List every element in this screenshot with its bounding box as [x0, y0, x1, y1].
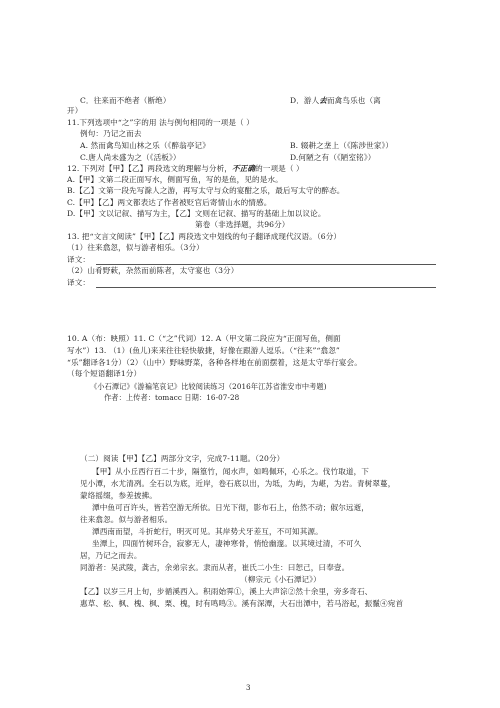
passage-line: 居，乃记之而去。 — [80, 551, 142, 560]
answer-line-text-2: 写水”）13. （1）(鱼儿)来来往往轻快敏捷，好像在跟游人逗乐。（“往来”“翕忽” — [67, 346, 340, 355]
passage-line: 蒙络摇缀，参差披拂。 — [80, 491, 157, 500]
q11-option-d: D.何陋之有（《陋室铭》） — [290, 153, 376, 162]
q11-option-a: A. 然而禽鸟知山林之乐（《醉翁亭记》 — [80, 141, 210, 150]
q12-stem-bold: 不正确 — [231, 164, 256, 173]
q11-option-b: B. 辍耕之垄上（《陈涉世家》） — [290, 141, 394, 150]
passage-line: 【乙】以岁三月上旬，步循溪西入。积雨始霁①，溪上大声淙②然十余里，旁多奇石、 — [80, 587, 373, 596]
q13-translate-label-2: 译文： — [67, 278, 91, 287]
q13-stem: 13. 把“文言文阅读”【甲】【乙】两段选文中划线的句子翻译成现代汉语。（6分） — [67, 232, 342, 241]
passage-line: 往来翕忽。似与游者相乐。 — [80, 515, 173, 524]
passage-line: 潭西南而望，斗折蛇行，明灭可见。其岸势犬牙差互，不可知其源。 — [92, 527, 323, 536]
passage-line: 惠草、松、枫、槐、枫、栗、槐，时有鸣鸣③。溪有深潭，大石出潭中，若马浴起，振鬣④宛首 — [80, 599, 404, 608]
q11-example: 例句：乃记之而去 — [80, 129, 142, 138]
passage-line: 坐潭上，四面竹树环合，寂寥无人，凄神寒骨，悄怆幽邃。以其境过清，不可久 — [92, 539, 362, 548]
q10-option-c: C．往来而不绝者（断绝） — [80, 96, 171, 105]
answer-line-text-3: “乐”翻译各1分）（2）（山中）野味野菜，各种各样地在前面摆着，这是太守举行宴会。 — [67, 358, 362, 367]
answer-line-text-4: （每个短语翻译1分） — [67, 369, 142, 378]
reading-intro: （二）阅读【甲】【乙】两部分文字，完成7-11题。（20分） — [80, 454, 285, 463]
q10-option-d-bold: 去 — [319, 96, 327, 105]
q10-option-d-text-2: 而禽鸟乐也（离 — [326, 96, 381, 105]
q10-option-d-cont: 开） — [67, 106, 83, 115]
passage-line: 【甲】从小丘西行百二十步，隔篁竹，闻水声，如鸣佩环，心乐之。伐竹取道，下 — [92, 467, 369, 476]
q12-option-c: C.【甲】【乙】两文都表达了作者被贬官后寄情山水的情感。 — [67, 198, 272, 207]
passage-source: （柳宗元《小石潭记》） — [240, 575, 321, 584]
page-number: 3 — [246, 684, 251, 692]
q12-option-a: A.【甲】文第二段正面写水，侧面写鱼，写的是鱼，见的是水。 — [67, 175, 283, 184]
q13-translate-label-1: 译文： — [67, 255, 91, 264]
q12-option-d: D.【甲】文以记叙、描写为主，【乙】文则在记叙、描写的基础上加以议论。 — [67, 209, 326, 218]
article-meta: 作者：上传者：tomacc 日期：16-07-28 — [104, 393, 240, 402]
q13-sentence-1: （1）往来翕忽，似与游者相乐。（3分） — [67, 243, 204, 252]
answer-line-2[interactable] — [96, 287, 436, 288]
q11-stem: 11.下列选项中“之”字的用 法与例句相同的一项是（ ） — [67, 118, 254, 127]
passage-line: 见小潭，水尤清冽。全石以为底，近岸，卷石底以出，为坻，为屿，为嵁，为岩。青树翠蔓， — [80, 479, 396, 488]
q12-stem — [67, 164, 304, 174]
article-title: 《小石潭记》《游褊笔哀记》比较阅读练习（2016年江苏省淮安市中考题) — [90, 382, 327, 391]
answer-line-1[interactable] — [96, 264, 436, 265]
q12-stem-text-2: 的一项是（ ） — [255, 164, 304, 173]
q10-option-d — [290, 96, 381, 106]
passage-line: 同游者：吴武陵，龚古，余弟宗玄。隶而从者，崔氏二小生：曰恕己，曰奉壹。 — [80, 563, 350, 572]
q10-option-d-text: D．游人 — [290, 96, 320, 105]
section-title: 第卷（非选择题，共96分） — [195, 220, 290, 229]
passage-line: 潭中鱼可百许头，皆若空游无所依。日光下彻，影布石上，佁然不动；俶尔远逝， — [92, 503, 369, 512]
q11-option-c: C.唐人尚未盛为之（《活板》） — [80, 153, 181, 162]
q13-sentence-2: （2）山肴野蔌，杂然而前陈者，太守宴也（3分） — [67, 266, 239, 275]
answer-line-text-1: 10. A（布：映照）11. C（“之”代词）12. A（甲文第二段应为“正面写鱼，侧面 — [67, 334, 341, 343]
q12-option-b: B.【乙】文第一段先写滁人之游，再写太守与众的宴酣之乐，最后写太守的醉态。 — [67, 186, 345, 195]
q12-stem-text: 12. 下列对【甲】【乙】两段选文的理解与分析， — [67, 164, 232, 173]
